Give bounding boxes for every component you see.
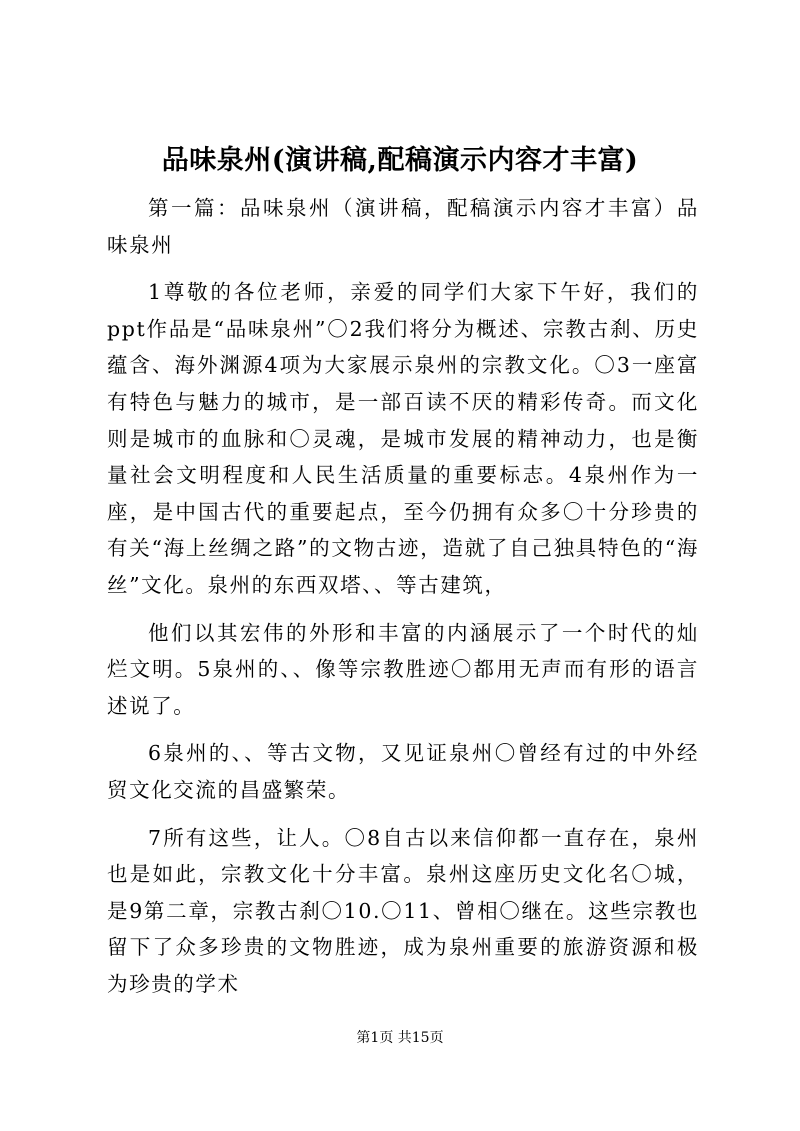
paragraph-1: 第一篇：品味泉州（演讲稿，配稿演示内容才丰富）品味泉州 — [107, 196, 699, 257]
paragraph-2: 1尊敬的各位老师，亲爱的同学们大家下午好，我们的ppt作品是“品味泉州”〇2我们将分为概述、宗教古刹、历史蕴含、海外渊源4项为大家展示泉州的宗教文化。〇3一座富有特色与魅力的城市，是一部百读不厌的精彩传奇。而文化则是城市的血脉和〇灵魂，是城市发展的精神动力，也是衡量社会文明程度和人民生活质量的重要标志。4泉州作为一座，是中国古代的重要起点，至今仍拥有众多〇十分珍贵的有关“海上丝绸之路”的文物古迹，造就了自己独具特色的“海丝”文化。泉州的东西双塔、、等古建筑， — [107, 280, 699, 597]
paragraph-3: 他们以其宏伟的外形和丰富的内涵展示了一个时代的灿烂文明。5泉州的、、像等宗教胜迹〇都用无声而有形的语言述说了。 — [107, 620, 699, 718]
document-title: 品味泉州(演讲稿,配稿演示内容才丰富) — [161, 145, 639, 176]
page-footer: 第1页 共15页 — [356, 1030, 444, 1046]
document-body — [107, 190, 699, 1013]
paragraph-4: 6泉州的、、等古文物，又见证泉州〇曾经有过的中外经贸文化交流的昌盛繁荣。 — [107, 741, 699, 802]
paragraph-5: 7所有这些，让人。〇8自古以来信仰都一直存在，泉州也是如此，宗教文化十分丰富。泉州这座历史文化名〇城，是9第二章，宗教古刹〇10.〇11、曾相〇继在。这些宗教也留下了众多珍贵的文物胜迹，成为泉州重要的旅游资源和极为珍贵的学术 — [107, 825, 699, 996]
